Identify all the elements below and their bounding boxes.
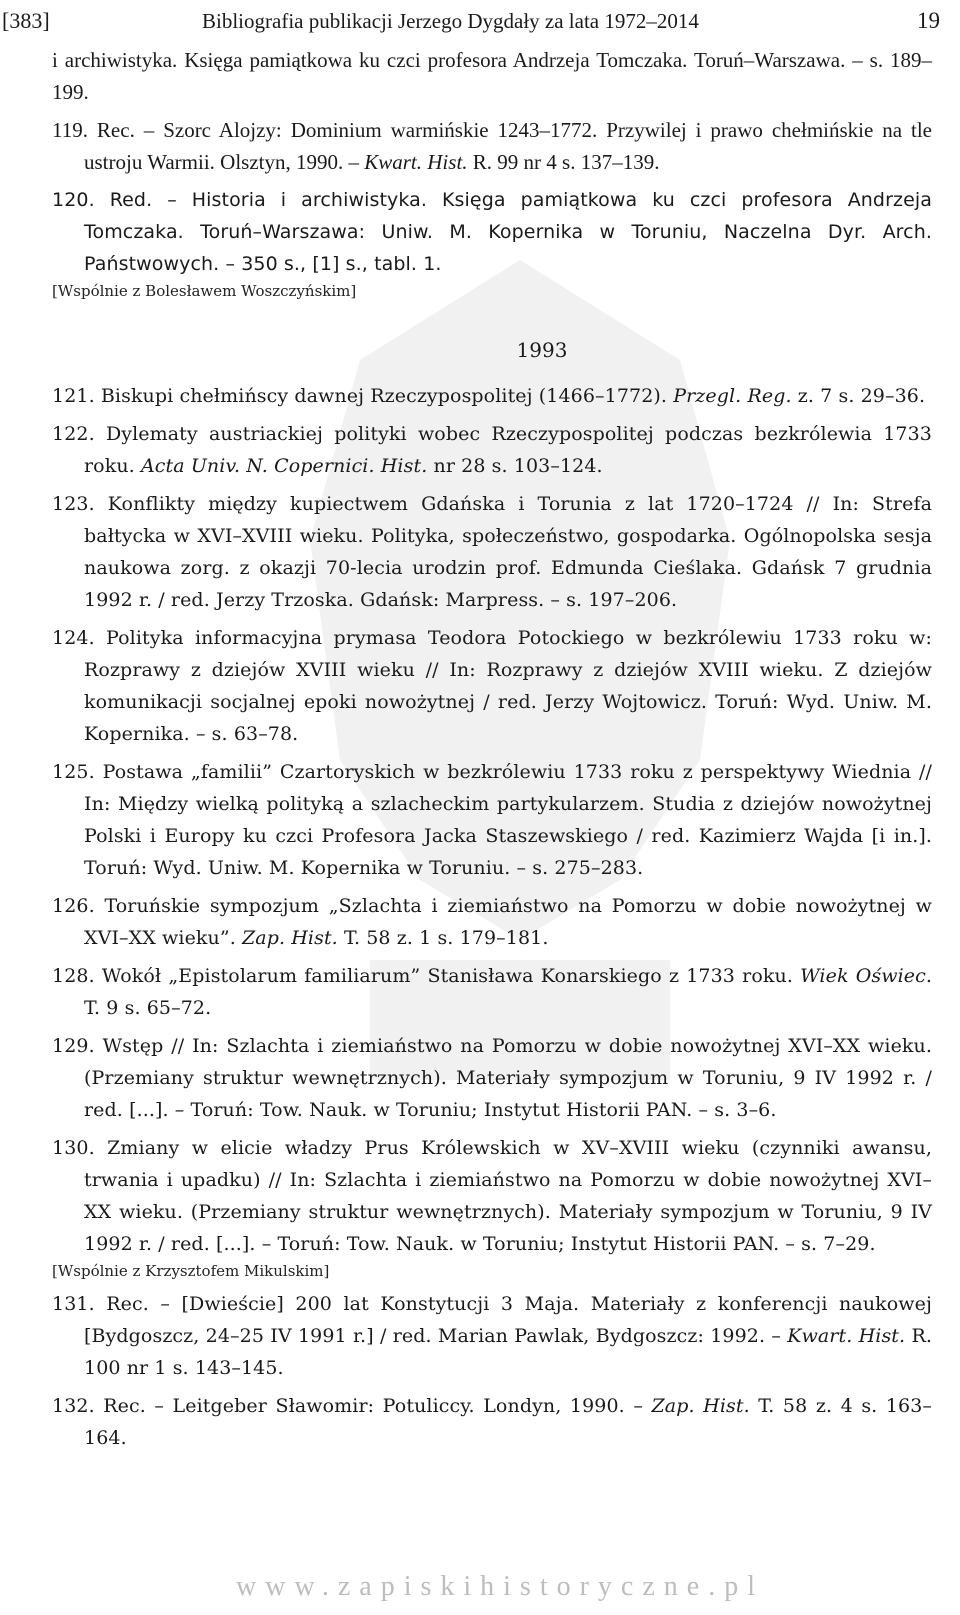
bibliography-entry-126 — [52, 890, 933, 954]
journal-title: Wiek Oświec. — [800, 965, 933, 987]
entry-text: Zmiany w elicie władzy Prus Królewskich w XV–XVIII wieku (czynniki awansu, trwania i upadku) // In: Szlachta i ziemiaństwo na Pomorzu w dobie nowożytnej XVI–XX wieku. (Przemiany struktur wewnętrznych). Materiały sympozjum w Toruniu, 9 IV 1992 r. / red. [...]. – Toruń: Tow. Nauk. w Toruniu; Instytut Historii PAN. – s. 7–29. — [84, 1137, 932, 1255]
page-number: 19 — [917, 8, 940, 33]
entry-continuation: i archiwistyka. Księga pamiątkowa ku czci profesora Andrzeja Tomczaka. Toruń–Warszawa. – s. 189–199. — [52, 48, 932, 104]
journal-title: Acta Univ. N. Copernici. Hist. — [140, 455, 428, 477]
running-title: Bibliografia publikacji Jerzego Dygdały za lata 1972–2014 — [202, 9, 699, 33]
bibliography-body — [52, 44, 932, 1454]
entry-text: Wokół „Epistolarum familiarum” Stanisława Konarskiego z 1733 roku. — [101, 965, 801, 987]
entry-number: 128. — [52, 965, 95, 987]
co-author-note: [Wspólnie z Bolesławem Woszczyńskim] — [52, 282, 357, 300]
journal-title: Kwart. Hist. — [787, 1325, 906, 1347]
entry-number: 126. — [52, 895, 95, 917]
bibliography-entry-130 — [52, 1132, 932, 1260]
bibliography-entry-123 — [52, 488, 932, 616]
entry-number: 120. — [52, 189, 95, 211]
entry-text-tail: R. 100 nr 1 s. 143–145. — [84, 1325, 932, 1379]
bibliography-entry-122 — [52, 418, 932, 482]
page-reference: [383] — [2, 8, 50, 33]
entry-text: Toruńskie sympozjum „Szlachta i ziemiaństwo na Pomorzu w dobie nowożytnej w XVI–XX wieku”. — [84, 895, 933, 949]
bibliography-entry-124 — [52, 622, 933, 750]
entry-number: 121. — [52, 385, 95, 407]
journal-website-url: www.zapiskihistoryczne.pl — [236, 1571, 764, 1602]
entry-number: 130. — [52, 1137, 95, 1159]
entry-text: Biskupi chełmińscy dawnej Rzeczypospolitej (1466–1772). — [100, 385, 674, 407]
entry-text: Rec. – Szorc Alojzy: Dominium warmińskie 1243–1772. Przywilej i prawo chełmińskie na tle ustroju Warmii. Olsztyn, 1990. – — [84, 118, 932, 174]
bibliography-entry-131 — [52, 1288, 933, 1384]
entry-text: Rec. – Leitgeber Sławomir: Potuliccy. Londyn, 1990. – — [103, 1395, 652, 1417]
journal-title: Przegl. Reg. — [673, 385, 792, 407]
page-header — [2, 6, 940, 36]
entry-text-tail: T. 58 z. 4 s. 163–164. — [84, 1395, 933, 1449]
entry-text: Rec. – [Dwieście] 200 lat Konstytucji 3 Maja. Materiały z konferencji naukowej [Bydgoszcz, 24–25 IV 1991 r.] / red. Marian Pawlak, Bydgoszcz: 1992. – — [84, 1293, 933, 1347]
entry-text-tail: R. 99 nr 4 s. 137–139. — [467, 150, 660, 174]
year-heading: 1993 — [516, 338, 568, 362]
entry-number: 131. — [52, 1293, 95, 1315]
entry-number: 125. — [52, 761, 95, 783]
entry-number: 132. — [52, 1395, 95, 1417]
entry-text: Dylematy austriackiej polityki wobec Rzeczypospolitej podczas bezkrólewia 1733 roku. — [84, 423, 932, 477]
journal-title: Zap. Hist. — [651, 1395, 750, 1417]
entry-number: 122. — [52, 423, 95, 445]
entry-text-tail: nr 28 s. 103–124. — [427, 455, 603, 477]
entry-number: 119. — [52, 118, 88, 142]
entry-text-tail: T. 58 z. 1 s. 179–181. — [337, 927, 549, 949]
journal-title: Kwart. Hist. — [364, 150, 468, 174]
bibliography-entry-129 — [52, 1030, 932, 1126]
bibliography-entry-121 — [52, 380, 932, 412]
bibliography-entry-125 — [52, 756, 933, 884]
entry-number: 129. — [52, 1035, 95, 1057]
entry-text: Red. – Historia i archiwistyka. Księga pamiątkowa ku czci profesora Andrzeja Tomczaka. Toruń–Warszawa: Uniw. M. Kopernika w Toruniu, Naczelna Dyr. Arch. Państwowych. – 350 s., [1] s., tabl. 1. — [84, 189, 932, 275]
co-author-note: [Wspólnie z Krzysztofem Mikulskim] — [52, 1262, 330, 1280]
entry-text-tail: T. 9 s. 65–72. — [84, 997, 212, 1019]
bibliography-entry-119 — [52, 114, 932, 178]
entry-text: Wstęp // In: Szlachta i ziemiaństwo na Pomorzu w dobie nowożytnej XVI–XX wieku. (Przemiany struktur wewnętrznych). Materiały sympozjum w Toruniu, 9 IV 1992 r. / red. [...]. – Toruń: Tow. Nauk. w Toruniu; Instytut Historii PAN. – s. 3–6. — [84, 1035, 932, 1121]
entry-text-tail: z. 7 s. 29–36. — [791, 385, 926, 407]
bibliography-entry-120 — [52, 184, 932, 280]
entry-text: Postawa „familii” Czartoryskich w bezkrólewiu 1733 roku z perspektywy Wiednia // In: Między wielką polityką a szlacheckim partykularzem. Studia z dziejów nowożytnej Polski i Europy ku czci Profesora Jacka Staszewskiego / red. Kazimierz Wajda [i in.]. Toruń: Wyd. Uniw. M. Kopernika w Toruniu. – s. 275–283. — [84, 761, 933, 879]
bibliography-entry-132 — [52, 1390, 933, 1454]
entry-text: Konflikty między kupiectwem Gdańska i Torunia z lat 1720–1724 // In: Strefa bałtycka w XVI–XVIII wieku. Polityka, społeczeństwo, gospodarka. Ogólnopolska sesja naukowa zorg. z okazji 70-lecia urodzin prof. Edmunda Cieślaka. Gdańsk 7 grudnia 1992 r. / red. Jerzy Trzoska. Gdańsk: Marpress. – s. 197–206. — [84, 493, 932, 611]
entry-number: 124. — [52, 627, 95, 649]
entry-number: 123. — [52, 493, 95, 515]
journal-title: Zap. Hist. — [241, 927, 338, 949]
bibliography-entry-128 — [52, 960, 933, 1024]
entries-1993 — [52, 380, 932, 1454]
entry-text: Polityka informacyjna prymasa Teodora Potockiego w bezkrólewiu 1733 roku w: Rozprawy z dziejów XVIII wieku // In: Rozprawy z dziejów XVIII wieku. Z dziejów komunikacji socjalnej epoki nowożytnej / red. Jerzy Wojtowicz. Toruń: Wyd. Uniw. M. Kopernika. – s. 63–78. — [84, 627, 933, 745]
